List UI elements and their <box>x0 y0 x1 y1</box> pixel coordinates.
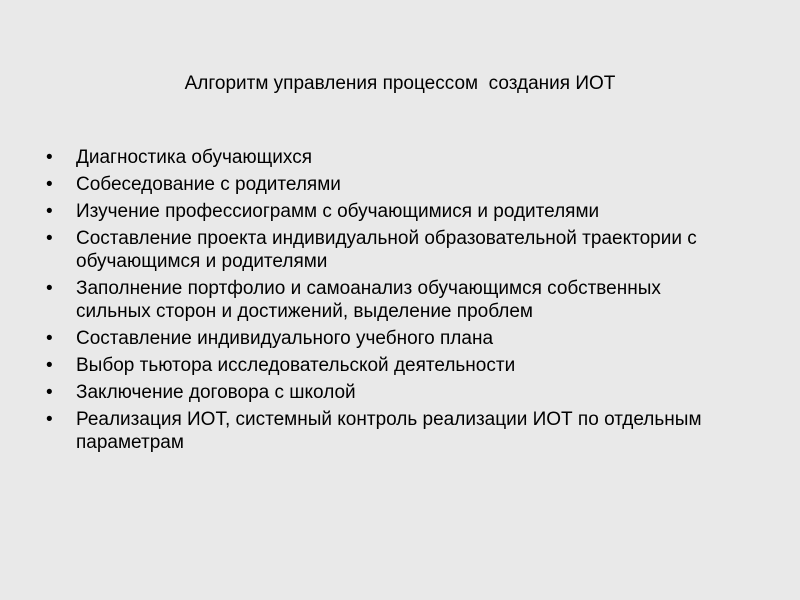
slide-title: Алгоритм управления процессом создания ИОТ <box>184 73 616 94</box>
bullet-icon: • <box>46 409 53 430</box>
list-item <box>46 354 726 377</box>
bullet-icon: • <box>46 228 53 249</box>
list-item <box>46 327 726 350</box>
list-item-text: Составление индивидуального учебного плана <box>76 328 494 349</box>
list-item-text: Заключение договора с школой <box>76 382 356 403</box>
list-item-text: Составление проекта индивидуальной образовательной траектории с обучающимся и родителями <box>76 228 697 272</box>
list-item <box>46 173 726 196</box>
bullet-icon: • <box>46 382 53 403</box>
list-item-text: Диагностика обучающихся <box>76 147 312 168</box>
bullet-list <box>46 146 726 458</box>
list-item <box>46 277 726 323</box>
bullet-icon: • <box>46 147 53 168</box>
list-item <box>46 227 726 273</box>
list-item <box>46 408 726 454</box>
list-item-text: Изучение профессиограмм с обучающимися и родителями <box>76 201 600 222</box>
list-item-text: Выбор тьютора исследовательской деятельности <box>76 355 516 376</box>
list-item <box>46 146 726 169</box>
list-item-text: Заполнение портфолио и самоанализ обучающимся собственных сильных сторон и достижений, выделение проблем <box>76 278 661 322</box>
bullet-icon: • <box>46 201 53 222</box>
bullet-icon: • <box>46 328 53 349</box>
list-item <box>46 381 726 404</box>
list-item-text: Реализация ИОТ, системный контроль реализации ИОТ по отдельным параметрам <box>76 409 702 453</box>
list-item <box>46 200 726 223</box>
bullet-icon: • <box>46 278 53 299</box>
bullet-icon: • <box>46 174 53 195</box>
list-item-text: Собеседование с родителями <box>76 174 341 195</box>
bullet-icon: • <box>46 355 53 376</box>
